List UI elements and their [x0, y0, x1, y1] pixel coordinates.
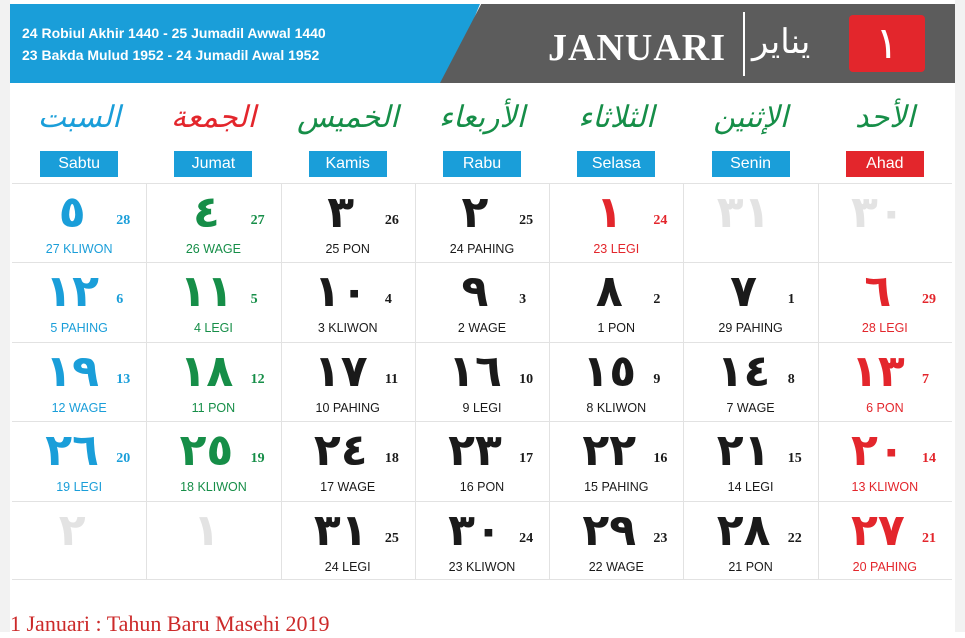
weekday-label: Sabtu — [40, 151, 118, 177]
pasaran-label: 21 PON — [728, 559, 773, 574]
pasaran-label: 29 PAHING — [718, 321, 783, 336]
arabic-date-number: ٣٠ — [850, 187, 905, 238]
pasaran-label: 15 PAHING — [584, 480, 649, 495]
weekday-label: Rabu — [443, 151, 521, 177]
left-margin — [0, 0, 10, 632]
weekday-senin — [683, 86, 817, 183]
pasaran-label: 26 WAGE — [185, 242, 241, 256]
date-cell[interactable] — [12, 501, 146, 580]
weekday-arabic: الأربعاء — [438, 100, 525, 135]
date-cell[interactable] — [281, 262, 415, 341]
date-cell[interactable] — [549, 183, 683, 262]
date-cell[interactable] — [549, 262, 683, 341]
weekday-jumat — [146, 86, 280, 183]
javanese-date-number: 15 — [787, 451, 802, 467]
arabic-date-number: ٤ — [192, 187, 220, 238]
weekday-label: Selasa — [577, 151, 655, 177]
arabic-date-number: ١٨ — [179, 345, 234, 397]
javanese-date-number: 10 — [519, 371, 534, 387]
pasaran-label: 23 LEGI — [593, 242, 640, 256]
arabic-date-number: ٢٣ — [448, 425, 502, 477]
pasaran-label: 14 LEGI — [727, 480, 774, 495]
weekday-kamis — [281, 86, 415, 183]
date-cell[interactable] — [683, 342, 817, 421]
javanese-date-number: 24 — [653, 213, 668, 228]
date-cell[interactable] — [281, 501, 415, 580]
date-cell[interactable] — [415, 262, 549, 341]
javanese-date-number: 25 — [384, 530, 399, 546]
weekday-arabic: الثلاثاء — [578, 100, 655, 135]
date-cell[interactable] — [12, 262, 146, 341]
javanese-date-number: 22 — [787, 530, 802, 546]
pasaran-label: 22 WAGE — [588, 559, 644, 574]
javanese-date-number: 17 — [519, 451, 534, 467]
arabic-date-number: ٧ — [730, 266, 757, 318]
arabic-date-number: ٢٥ — [179, 425, 234, 477]
date-cell[interactable] — [146, 501, 280, 580]
javanese-date-number: 5 — [250, 292, 258, 308]
pasaran-label: 20 PAHING — [852, 559, 918, 574]
date-cell[interactable] — [818, 183, 952, 262]
javanese-date-number: 23 — [653, 530, 668, 546]
javanese-date-number: 6 — [116, 292, 124, 308]
date-cell[interactable] — [683, 501, 817, 580]
pasaran-label: 28 LEGI — [861, 321, 908, 336]
javanese-date-number: 20 — [116, 451, 131, 467]
pasaran-label: 2 WAGE — [457, 321, 507, 336]
weekday-arabic: الجمعة — [171, 100, 256, 135]
arabic-date-number: ٩ — [461, 266, 489, 318]
pasaran-label: 24 PAHING — [449, 242, 515, 256]
arabic-date-number: ٢٠ — [850, 425, 905, 477]
date-cell[interactable] — [146, 262, 280, 341]
javanese-date-number: 12 — [250, 371, 265, 387]
pasaran-label: 11 PON — [191, 400, 236, 415]
arabic-date-number: ١٥ — [582, 345, 637, 397]
pasaran-label: 25 PON — [325, 242, 370, 256]
arabic-date-number: ٢٩ — [582, 504, 637, 556]
arabic-date-number: ١١ — [179, 266, 234, 318]
javanese-date-number: 19 — [250, 451, 265, 467]
javanese-date-number: 26 — [384, 213, 399, 228]
calendar-grid — [12, 183, 952, 580]
javanese-date-number: 11 — [384, 371, 399, 387]
date-cell[interactable] — [818, 342, 952, 421]
weekday-rabu — [415, 86, 549, 183]
date-cell[interactable] — [683, 262, 817, 341]
weekday-ahad — [818, 86, 952, 183]
arabic-date-number: ١٢ — [45, 266, 99, 318]
arabic-date-number: ٥ — [58, 187, 86, 238]
pasaran-label: 12 WAGE — [51, 400, 107, 415]
arabic-date-number: ١٧ — [313, 345, 368, 397]
pasaran-label: 5 PAHING — [50, 321, 108, 336]
date-cell[interactable] — [549, 342, 683, 421]
pasaran-label: 17 WAGE — [320, 480, 376, 495]
arabic-date-number: ١ — [595, 187, 623, 238]
arabic-date-number: ٣ — [327, 187, 355, 238]
pasaran-label: 3 KLIWON — [317, 321, 378, 336]
weekday-arabic: السبت — [37, 100, 121, 135]
weekday-selasa — [549, 86, 683, 183]
pasaran-label: 19 LEGI — [56, 480, 103, 495]
arabic-date-number: ٢٧ — [850, 504, 905, 556]
pasaran-label: 23 KLIWON — [448, 559, 516, 574]
arabic-date-number: ١٤ — [716, 345, 771, 397]
weekday-label: Jumat — [174, 151, 252, 177]
arabic-date-number: ٦ — [864, 266, 892, 318]
arabic-date-number: ١٩ — [45, 345, 99, 397]
month-title: JANUARI — [548, 27, 726, 69]
date-cell[interactable] — [549, 421, 683, 500]
date-cell[interactable] — [818, 421, 952, 500]
arabic-date-number: ٢ — [461, 187, 489, 238]
weekday-label: Ahad — [846, 151, 924, 177]
javanese-date-number: 16 — [653, 451, 668, 467]
date-cell[interactable] — [146, 342, 280, 421]
arabic-date-number: ٢٢ — [582, 425, 637, 477]
arabic-date-number: ١٦ — [448, 345, 502, 397]
javanese-date-number: 24 — [519, 530, 534, 546]
javanese-line-2: 23 Bakda Mulud 1952 - 24 Jumadil Awal 1952 — [22, 47, 320, 63]
pasaran-label: 8 KLIWON — [586, 400, 647, 415]
pasaran-label: 4 LEGI — [193, 321, 233, 336]
javanese-date-number: 9 — [653, 371, 661, 387]
javanese-date-number: 21 — [921, 530, 936, 546]
pasaran-label: 9 LEGI — [462, 400, 502, 415]
date-cell[interactable] — [281, 183, 415, 262]
arabic-date-number: ٣٠ — [448, 504, 502, 556]
javanese-date-number: 4 — [384, 292, 392, 308]
arabic-date-number: ٢ — [58, 504, 86, 556]
javanese-date-number: 3 — [519, 292, 527, 308]
pasaran-label: 27 KLIWON — [45, 242, 113, 256]
date-cell[interactable] — [415, 183, 549, 262]
date-cell[interactable] — [415, 342, 549, 421]
holiday-note: 1 Januari : Tahun Baru Masehi 2019 — [10, 611, 330, 636]
date-cell[interactable] — [12, 183, 146, 262]
weekday-label: Kamis — [309, 151, 387, 177]
javanese-date-number: 7 — [921, 371, 929, 387]
javanese-date-number: 27 — [250, 213, 265, 228]
pasaran-label: 18 KLIWON — [180, 480, 247, 495]
javanese-date-number: 14 — [921, 451, 936, 467]
date-cell[interactable] — [146, 183, 280, 262]
javanese-date-number: 29 — [921, 292, 936, 308]
date-cell[interactable] — [818, 262, 952, 341]
javanese-date-number: 8 — [787, 371, 795, 387]
arabic-date-number: ٣١ — [716, 187, 771, 238]
date-cell[interactable] — [683, 421, 817, 500]
right-margin — [955, 0, 965, 632]
weekday-arabic: الإثنين — [713, 100, 788, 135]
javanese-date-number: 25 — [519, 213, 534, 228]
date-cell[interactable] — [683, 183, 817, 262]
month-title-arabic: يناير — [752, 22, 811, 62]
arabic-date-number: ١٣ — [850, 345, 905, 397]
javanese-date-number: 1 — [787, 292, 795, 308]
date-cell[interactable] — [415, 421, 549, 500]
arabic-date-number: ٢٨ — [716, 504, 771, 556]
arabic-date-number: ٢٤ — [313, 425, 368, 477]
month-number-badge: ١ — [849, 15, 925, 72]
pasaran-label: 13 KLIWON — [851, 480, 919, 495]
hijri-line-1: 24 Robiul Akhir 1440 - 25 Jumadil Awwal 1440 — [22, 25, 326, 41]
pasaran-label: 10 PAHING — [315, 400, 380, 415]
hijri-date-range — [22, 22, 326, 66]
date-cell[interactable] — [281, 421, 415, 500]
pasaran-label: 6 PON — [866, 400, 904, 415]
weekday-arabic: الخميس — [296, 100, 399, 135]
date-cell[interactable] — [12, 342, 146, 421]
pasaran-label: 24 LEGI — [324, 559, 371, 574]
arabic-date-number: ١٠ — [313, 266, 368, 318]
date-cell[interactable] — [281, 342, 415, 421]
arabic-date-number: ٢١ — [716, 425, 771, 477]
weekday-arabic: الأحد — [854, 100, 915, 135]
pasaran-label: 1 PON — [597, 321, 636, 336]
date-cell[interactable] — [818, 501, 952, 580]
weekday-label: Senin — [712, 151, 790, 177]
month-divider — [743, 12, 745, 76]
date-cell[interactable] — [12, 421, 146, 500]
javanese-date-number: 18 — [384, 451, 399, 467]
weekday-sabtu — [12, 86, 146, 183]
pasaran-label: 16 PON — [459, 480, 505, 495]
arabic-date-number: ١ — [192, 504, 220, 556]
javanese-date-number: 2 — [653, 292, 661, 308]
date-cell[interactable] — [146, 421, 280, 500]
pasaran-label: 7 WAGE — [726, 400, 775, 415]
date-cell[interactable] — [415, 501, 549, 580]
javanese-date-number: 13 — [116, 371, 131, 387]
arabic-date-number: ٣١ — [313, 504, 368, 556]
date-cell[interactable] — [549, 501, 683, 580]
javanese-date-number: 28 — [116, 213, 131, 228]
arabic-date-number: ٨ — [595, 266, 623, 318]
arabic-date-number: ٢٦ — [45, 425, 99, 477]
